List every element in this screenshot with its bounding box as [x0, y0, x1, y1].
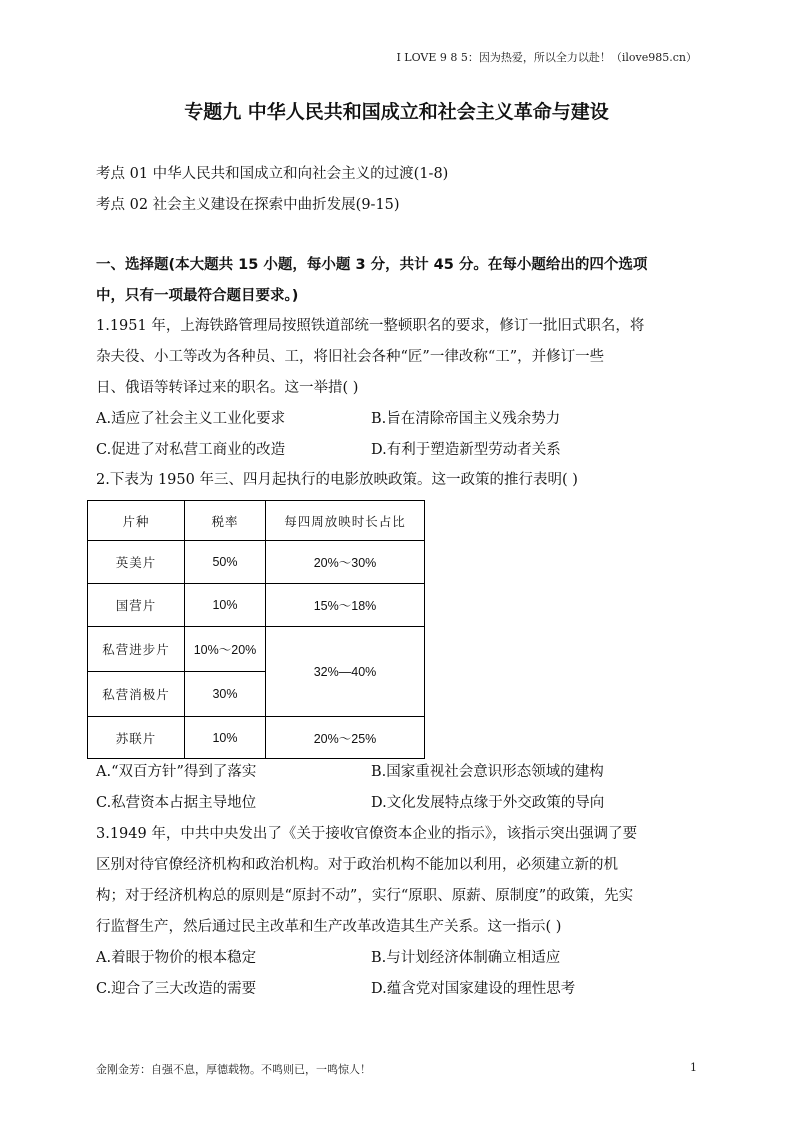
question-2-option-b: B.国家重视社会意识形态领域的建构 — [371, 764, 604, 780]
section-heading-line-1: 一、选择题(本大题共 15 小题，每小题 3 分，共计 45 分。在每小题给出的四个选项 — [96, 257, 648, 273]
header-site-text: I LOVE 9 8 5：因为热爱，所以全力以赴！（ilove985.cn） — [396, 51, 697, 64]
screen-share-cell: 20%～25% — [266, 717, 425, 759]
table-row — [88, 717, 425, 759]
film-type-cell: 私营进步片 — [88, 627, 185, 672]
topic-2: 考点 02 社会主义建设在探索中曲折发展(9-15) — [96, 197, 400, 213]
table-header-row — [88, 501, 425, 541]
question-3-stem-line-3: 构；对于经济机构总的原则是“原封不动”，实行“原职、原薪、原制度”的政策，先实 — [96, 888, 634, 904]
table-row — [88, 541, 425, 584]
film-policy-table — [87, 500, 425, 759]
tax-rate-cell: 50% — [185, 541, 266, 584]
page-title: 专题九 中华人民共和国成立和社会主义革命与建设 — [184, 101, 609, 123]
question-3-option-a: A.着眼于物价的根本稳定 — [96, 950, 257, 966]
film-type-cell: 英美片 — [88, 541, 185, 584]
question-3-stem-line-2: 区别对待官僚经济机构和政治机构。对于政治机构不能加以利用，必须建立新的机 — [96, 857, 618, 873]
screen-share-cell: 20%～30% — [266, 541, 425, 584]
tax-rate-cell: 10% — [185, 717, 266, 759]
question-1-option-c: C.促进了对私营工商业的改造 — [96, 442, 286, 458]
tax-rate-cell: 10%～20% — [185, 627, 266, 672]
film-type-cell: 国营片 — [88, 584, 185, 627]
question-2-option-a: A.“双百方针”得到了落实 — [96, 764, 257, 780]
question-2-option-c: C.私营资本占据主导地位 — [96, 795, 257, 811]
page-number: 1 — [690, 1061, 697, 1074]
question-2-stem: 2.下表为 1950 年三、四月起执行的电影放映政策。这一政策的推行表明( ) — [96, 472, 578, 488]
table-row — [88, 627, 425, 672]
question-3-option-b: B.与计划经济体制确立相适应 — [371, 950, 561, 966]
question-1-option-b: B.旨在清除帝国主义残余势力 — [371, 411, 561, 427]
question-1-stem-line-2: 杂夫役、小工等改为各种员、工，将旧社会各种“匠”一律改称“工”，并修订一些 — [96, 349, 605, 365]
tax-rate-cell: 30% — [185, 672, 266, 717]
film-type-cell: 私营消极片 — [88, 672, 185, 717]
question-1-stem-line-3: 日、俄语等转译过来的职名。这一举措( ) — [96, 380, 359, 396]
screen-share-cell: 32%—40% — [266, 627, 425, 717]
question-1-option-d: D.有利于塑造新型劳动者关系 — [371, 442, 561, 458]
section-heading-line-2: 中，只有一项最符合题目要求。) — [96, 288, 299, 304]
topic-1: 考点 01 中华人民共和国成立和向社会主义的过渡(1-8) — [96, 166, 449, 182]
question-2-option-d: D.文化发展特点缘于外交政策的导向 — [371, 795, 605, 811]
question-3-option-c: C.迎合了三大改造的需要 — [96, 981, 257, 997]
table-row — [88, 584, 425, 627]
question-3-stem-line-1: 3.1949 年，中共中央发出了《关于接收官僚资本企业的指示》，该指示突出强调了要 — [96, 826, 638, 842]
table-header-cell: 片种 — [88, 501, 185, 541]
question-1-stem-line-1: 1.1951 年，上海铁路管理局按照铁道部统一整顿职名的要求，修订一批旧式职名，将 — [96, 318, 645, 334]
question-1-option-a: A.适应了社会主义工业化要求 — [96, 411, 286, 427]
question-3-stem-line-4: 行监督生产，然后通过民主改革和生产改革改造其生产关系。这一指示( ) — [96, 919, 562, 935]
tax-rate-cell: 10% — [185, 584, 266, 627]
film-type-cell: 苏联片 — [88, 717, 185, 759]
screen-share-cell: 15%～18% — [266, 584, 425, 627]
table-header-cell: 每四周放映时长占比 — [266, 501, 425, 541]
question-3-option-d: D.蕴含党对国家建设的理性思考 — [371, 981, 576, 997]
table-header-cell: 税率 — [185, 501, 266, 541]
footer-motto: 金刚金芳：自强不息，厚德载物。不鸣则已，一鸣惊人！ — [96, 1063, 371, 1076]
